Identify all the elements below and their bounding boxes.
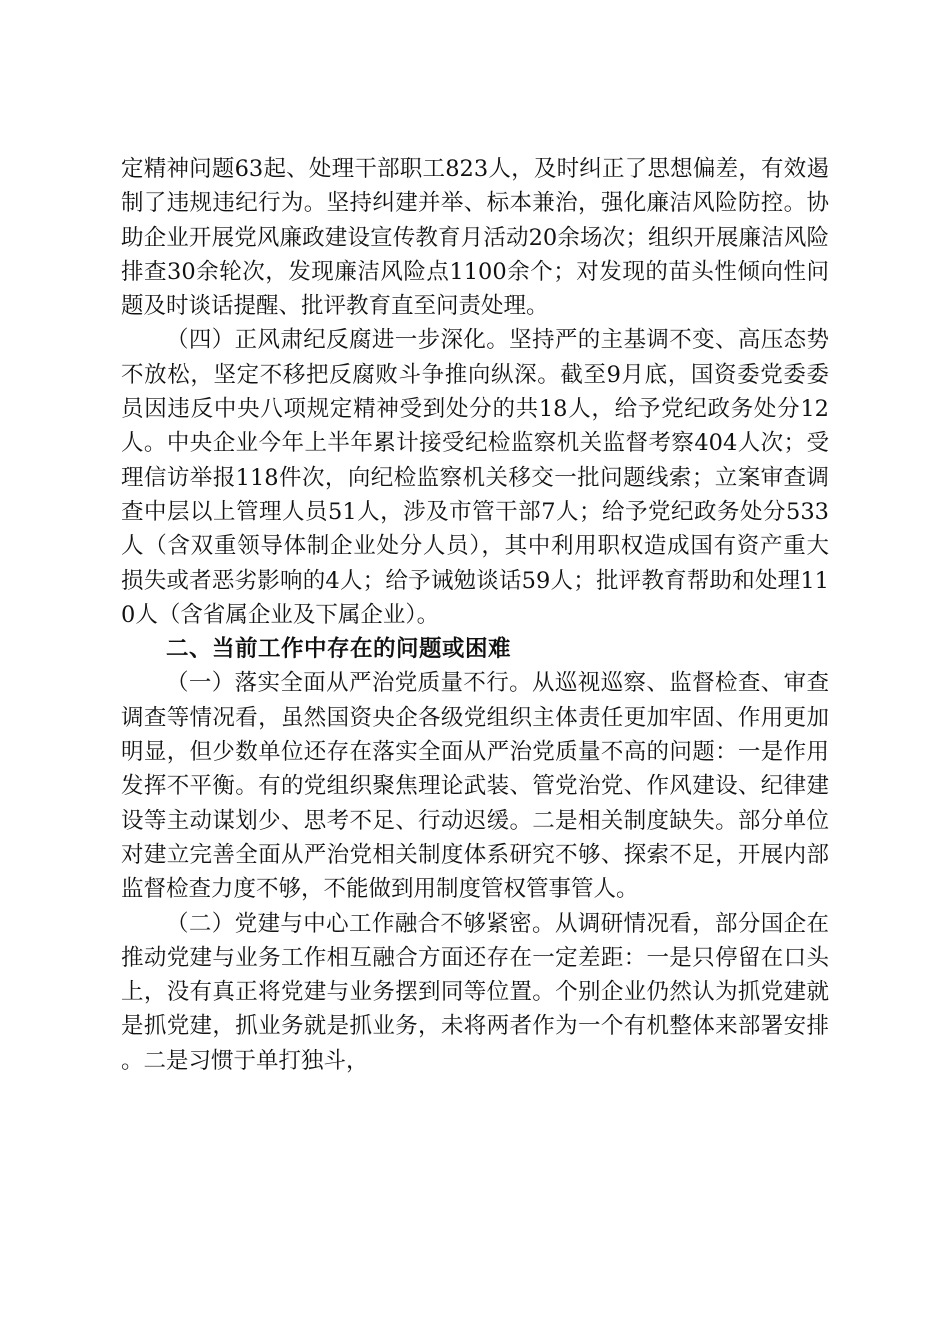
document-body bbox=[121, 152, 829, 1078]
paragraph-party-building-integration: （二）党建与中心工作融合不够紧密。从调研情况看，部分国企在推动党建与业务工作相互融合方面还存在一定差距：一是只停留在口头上，没有真正将党建与业务摆到同等位置。个别企业仍然认为抓党建就是抓党建，抓业务就是抓业务，未将两者作为一个有机整体来部署安排。二是习惯于单打独斗， bbox=[121, 910, 829, 1074]
paragraph-party-governance-quality: （一）落实全面从严治党质量不行。从巡视巡察、监督检查、审查调查等情况看，虽然国资央企各级党组织主体责任更加牢固、作用更加明显，但少数单位还存在落实全面从严治党质量不高的问题：一是作用发挥不平衡。有的党组织聚焦理论武装、管党治党、作风建设、纪律建设等主动谋划少、思考不足、行动迟缓。二是相关制度缺失。部分单位对建立完善全面从严治党相关制度体系研究不够、探索不足，开展内部监督检查力度不够，不能做到用制度管权管事管人。 bbox=[121, 670, 829, 903]
section-heading-problems: 二、当前工作中存在的问题或困难 bbox=[166, 636, 512, 663]
paragraph-anti-corruption: （四）正风肃纪反腐进一步深化。坚持严的主基调不变、高压态势不放松，坚定不移把反腐败斗争推向纵深。截至9月底，国资委党委委员因违反中央八项规定精神受到处分的共18人，给予党纪政务处分12人。中央企业今年上半年累计接受纪检监察机关监督考察404人次；受理信访举报118件次，向纪检监察机关移交一批问题线索；立案审查调查中层以上管理人员51人，涉及市管干部7人；给予党纪政务处分533人（含双重领导体制企业处分人员），其中利用职权造成国有资产重大损失或者恶劣影响的4人；给予诫勉谈话59人；批评教育帮助和处理110人（含省属企业及下属企业）。 bbox=[121, 327, 829, 628]
paragraph-continuation: 定精神问题63起、处理干部职工823人，及时纠正了思想偏差，有效遏制了违规违纪行为。坚持纠建并举、标本兼治，强化廉洁风险防控。协助企业开展党风廉政建设宣传教育月活动20余场次；组织开展廉洁风险排查30余轮次，发现廉洁风险点1100余个；对发现的苗头性倾向性问题及时谈话提醒、批评教育直至问责处理。 bbox=[121, 156, 829, 320]
